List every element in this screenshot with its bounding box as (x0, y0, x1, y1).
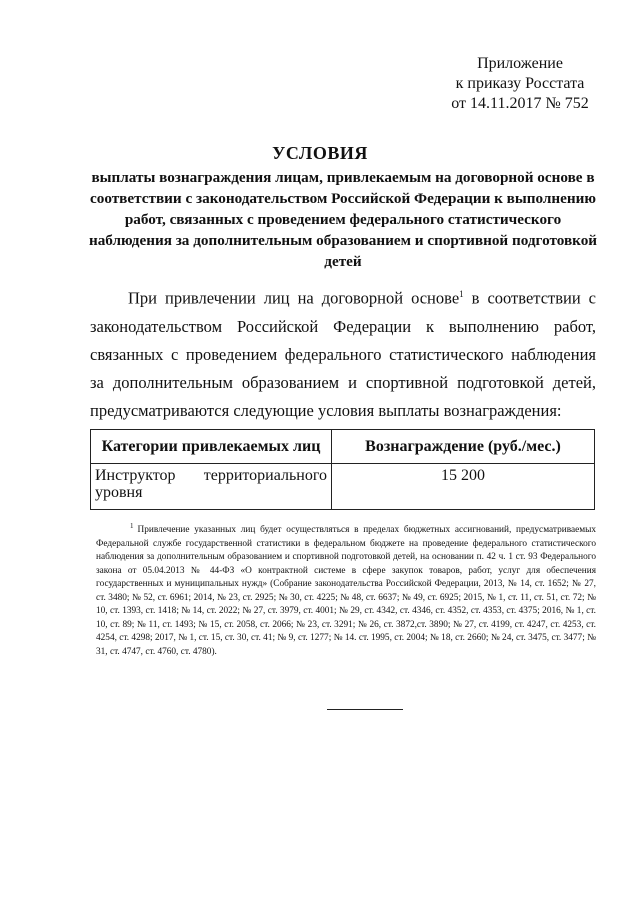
rates-table (90, 429, 595, 510)
cell-amount: 15 200 (332, 464, 595, 510)
appendix-header (440, 54, 600, 114)
appendix-label: Приложение (477, 55, 563, 72)
document-title: УСЛОВИЯ (272, 143, 368, 163)
end-divider (327, 709, 403, 710)
cell-category: Инструктор территориального уровня (91, 464, 332, 510)
intro-text-start: При привлечении лиц на договорной основе (128, 288, 460, 308)
header-reward: Вознаграждение (руб./мес.) (332, 430, 595, 464)
header-category: Категории привлекаемых лиц (91, 430, 332, 464)
footnote-mark: 1 (130, 522, 134, 530)
document-subtitle: выплаты вознаграждения лицам, привлекаемым на договорной основе в соответствии с законодательством Российской Федерации к выполнению работ, связанных с проведением федерального статистического наблюдения за дополнительным образованием и спортивной подготовкой детей (88, 169, 598, 270)
footnote-reference: 1 (459, 289, 464, 299)
order-reference: к приказу Росстата (455, 75, 585, 92)
footnote (96, 520, 596, 659)
intro-text-end: в соответствии с законодательством Российской Федерации к выполнению работ, связанных с проведением федерального статистического наблюдения за дополнительным образованием и спортивной подготовкой детей, предусматриваются следующие условия выплаты вознаграждения: (90, 288, 596, 420)
order-date-number: от 14.11.2017 № 752 (451, 95, 589, 112)
footnote-text: Привлечение указанных лиц будет осуществляться в пределах бюджетных ассигнований, предусматриваемых Федеральной службе государственной статистики в федеральном бюджете на проведение федерального статистического наблюдения за дополнительным образованием и спортивной подготовкой детей, на основании п. 42 ч. 1 ст. 93 Федерального закона от 05.04.2013 № 44-ФЗ «О контрактной системе в сфере закупок товаров, работ, услуг для обеспечения государственных и муниципальных нужд» (Собрание законодательства Российской Федерации, 2013, № 14, ст. 1652; № 27, ст. 3480; № 52, ст. 6961; 2014, № 23, ст. 2925; № 30, ст. 4225; № 48, ст. 6637; № 49, ст. 6925; 2015, № 1, ст. 11, ст. 51, ст. 72; № 10, ст. 1393, ст. 1418; № 14, ст. 2022; № 27, ст. 3979, ст. 4001; № 29, ст. 4342, ст. 4346, ст. 4352, ст. 4353, ст. 4375; 2016, № 1, ст. 10, ст. 89; № 11, ст. 1493; № 15, ст. 2058, ст. 2066; № 23, ст. 3291; № 26, ст. 3872,ст. 3890; № 27, ст. 4199, ст. 4247, ст. 4253, ст. 4254, ст. 4298; 2017, № 1, ст. 15, ст. 30, ст. 41; № 9, ст. 1277; № 14. ст. 1995, ст. 2004; № 18, ст. 2660; № 24, ст. 3475, ст. 3477; № 31, ст. 4747, ст. 4760, ст. 4780). (96, 525, 596, 657)
table-row (91, 464, 595, 510)
table-header-row (91, 430, 595, 464)
intro-paragraph (90, 280, 596, 425)
